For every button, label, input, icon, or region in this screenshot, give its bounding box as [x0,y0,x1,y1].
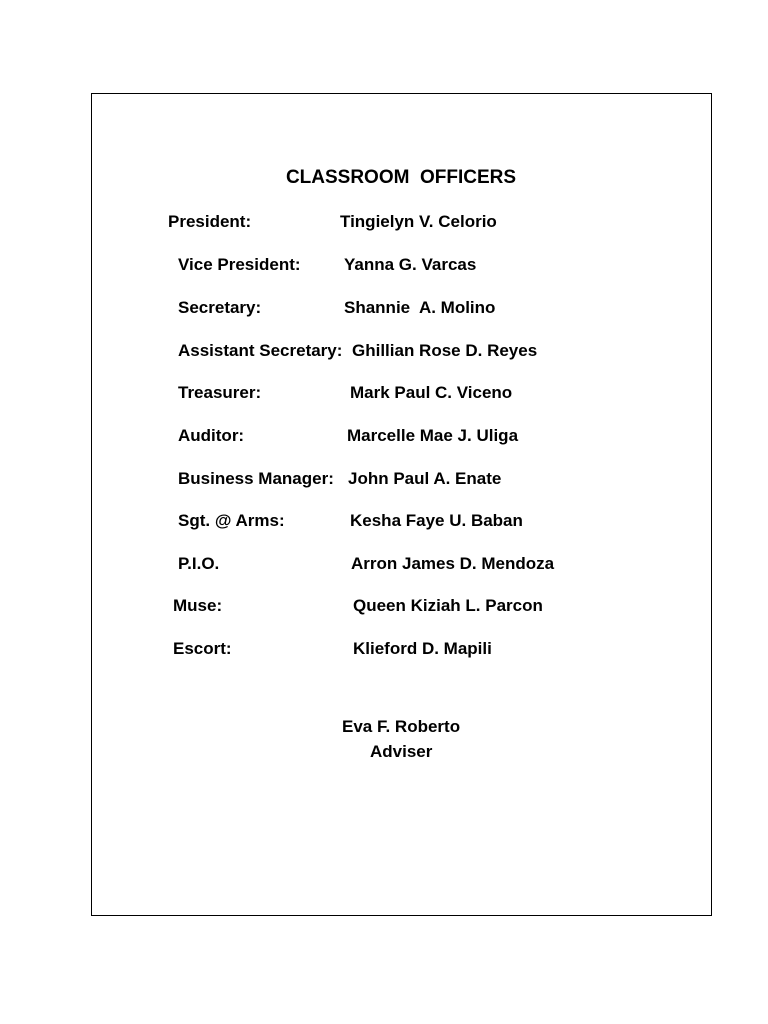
officer-name: Klieford D. Mapili [353,639,492,658]
officer-row-business-manager [0,467,768,491]
officer-label: Vice President: [178,255,301,274]
officer-row-vice-president [0,253,768,277]
officer-name: Queen Kiziah L. Parcon [353,596,543,615]
officer-name: Arron James D. Mendoza [351,554,555,573]
officer-label: Secretary: [178,298,262,317]
officer-label: P.I.O. [178,554,220,573]
officer-row-treasurer [0,381,768,405]
officer-label: President: [168,212,252,231]
officer-row-assistant-secretary [0,339,768,363]
officer-name: Tingielyn V. Celorio [340,212,497,231]
officer-row-sgt-at-arms [0,509,768,533]
officer-name: Kesha Faye U. Baban [350,511,523,530]
officer-row-president [0,210,768,234]
officer-label: Business Manager: [178,469,334,488]
officer-row-secretary [0,296,768,320]
officer-name: Shannie A. Molino [344,298,496,317]
officer-label: Assistant Secretary: [178,341,343,360]
adviser-name: Eva F. Roberto [342,717,461,736]
officer-label: Treasurer: [178,383,262,402]
officer-row-muse [0,594,768,618]
officer-label: Auditor: [178,426,245,445]
officer-name: Mark Paul C. Viceno [350,383,513,402]
officer-name: Marcelle Mae J. Uliga [347,426,519,445]
officer-label: Sgt. @ Arms: [178,511,285,530]
adviser-title: Adviser [370,742,433,761]
officer-label: Muse: [173,596,223,615]
officer-row-pio [0,552,768,576]
officer-name: John Paul A. Enate [348,469,502,488]
document-title: CLASSROOM OFFICERS [285,167,517,188]
officer-label: Escort: [173,639,232,658]
officer-name: Ghillian Rose D. Reyes [352,341,538,360]
officer-row-escort [0,637,768,661]
officer-name: Yanna G. Varcas [344,255,477,274]
officer-row-auditor [0,424,768,448]
